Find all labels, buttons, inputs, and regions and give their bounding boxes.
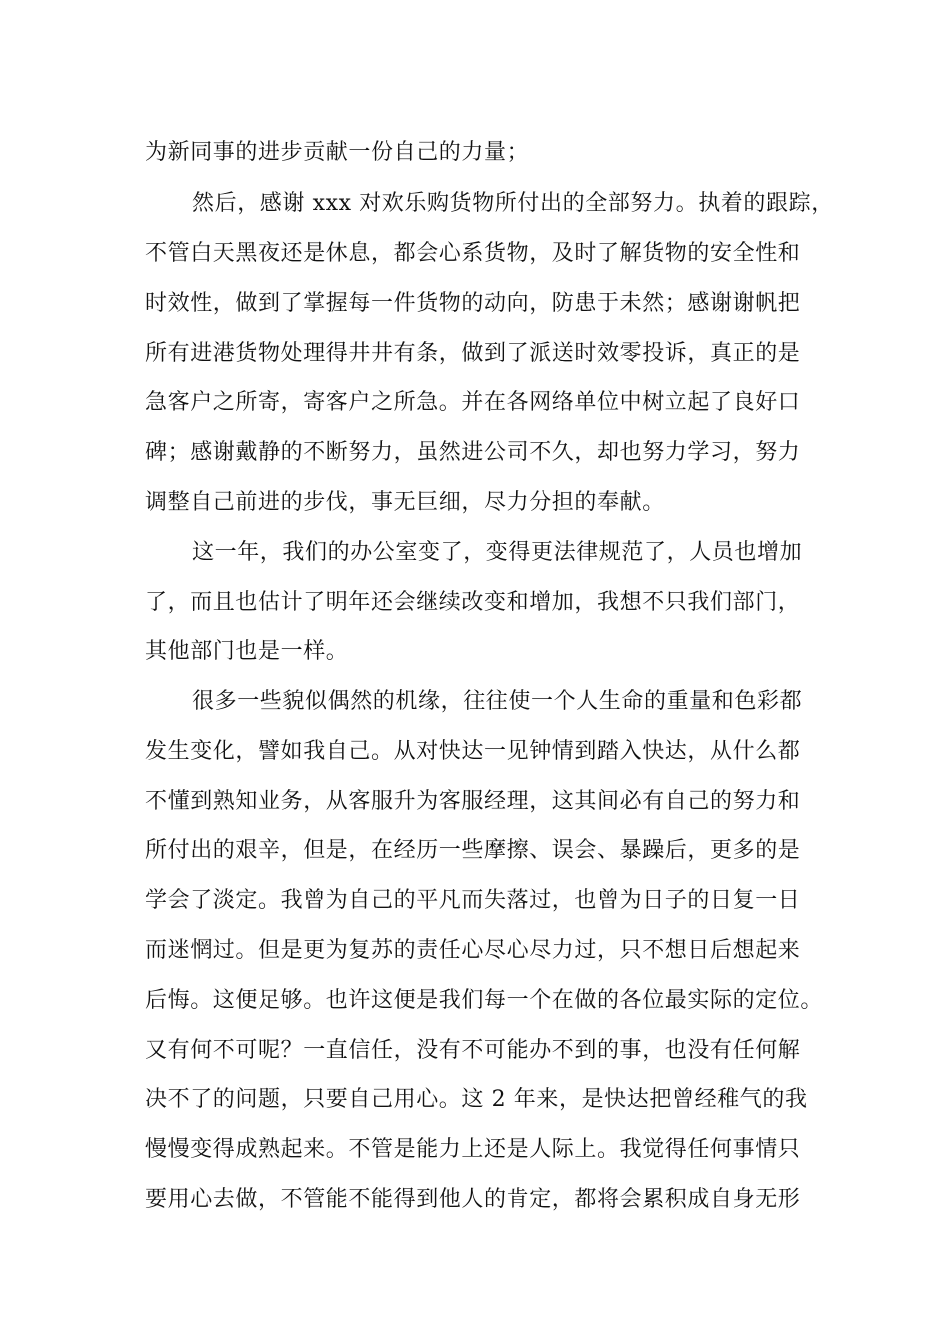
paragraph-first-line: 然后，感谢 xxx 对欢乐购货物所付出的全部努力。执着的跟踪， (192, 191, 834, 216)
text-line: 慢慢变得成熟起来。不管是能力上还是人际上。我觉得任何事情只 (145, 1137, 801, 1162)
text-line: 调整自己前进的步伐，事无巨细，尽力分担的奉献。 (145, 490, 665, 515)
text-line: 学会了淡定。我曾为自己的平凡而失落过，也曾为日子的日复一日 (145, 888, 801, 913)
text-line: 又有何不可呢？一直信任，没有不可能办不到的事，也没有任何解 (145, 1038, 801, 1063)
paragraph-first-line: 很多一些貌似偶然的机缘，往往使一个人生命的重量和色彩都 (192, 689, 803, 714)
text-line: 为新同事的进步贡献一份自己的力量； (145, 140, 530, 165)
text-line: 其他部门也是一样。 (145, 639, 349, 664)
text-line: 要用心去做，不管能不能得到他人的肯定，都将会累积成自身无形 (145, 1187, 801, 1212)
text-line: 发生变化，譬如我自己。从对快达一见钟情到踏入快达，从什么都 (145, 739, 801, 764)
paragraph-first-line: 这一年，我们的办公室变了，变得更法律规范了，人员也增加 (192, 540, 803, 565)
text-line: 决不了的问题，只要自己用心。这 2 年来，是快达把曾经稚气的我 (145, 1087, 808, 1112)
text-line: 不懂到熟知业务，从客服升为客服经理，这其间必有自己的努力和 (145, 789, 801, 814)
text-line: 后悔。这便足够。也许这便是我们每一个在做的各位最实际的定位。 (145, 988, 824, 1013)
text-line: 所付出的艰辛，但是，在经历一些摩擦、误会、暴躁后，更多的是 (145, 838, 801, 863)
text-line: 碑；感谢戴静的不断努力，虽然进公司不久，却也努力学习，努力 (145, 440, 801, 465)
text-line: 不管白天黑夜还是休息，都会心系货物，及时了解货物的安全性和 (145, 241, 801, 266)
text-line: 所有进港货物处理得井井有条，做到了派送时效零投诉，真正的是 (145, 341, 801, 366)
text-line: 急客户之所寄，寄客户之所急。并在各网络单位中树立起了良好口 (145, 390, 801, 415)
text-line: 而迷惘过。但是更为复苏的责任心尽心尽力过，只不想日后想起来 (145, 938, 801, 963)
text-line: 时效性，做到了掌握每一件货物的动向，防患于未然；感谢谢帆把 (145, 291, 801, 316)
text-line: 了，而且也估计了明年还会继续改变和增加，我想不只我们部门， (145, 590, 801, 615)
